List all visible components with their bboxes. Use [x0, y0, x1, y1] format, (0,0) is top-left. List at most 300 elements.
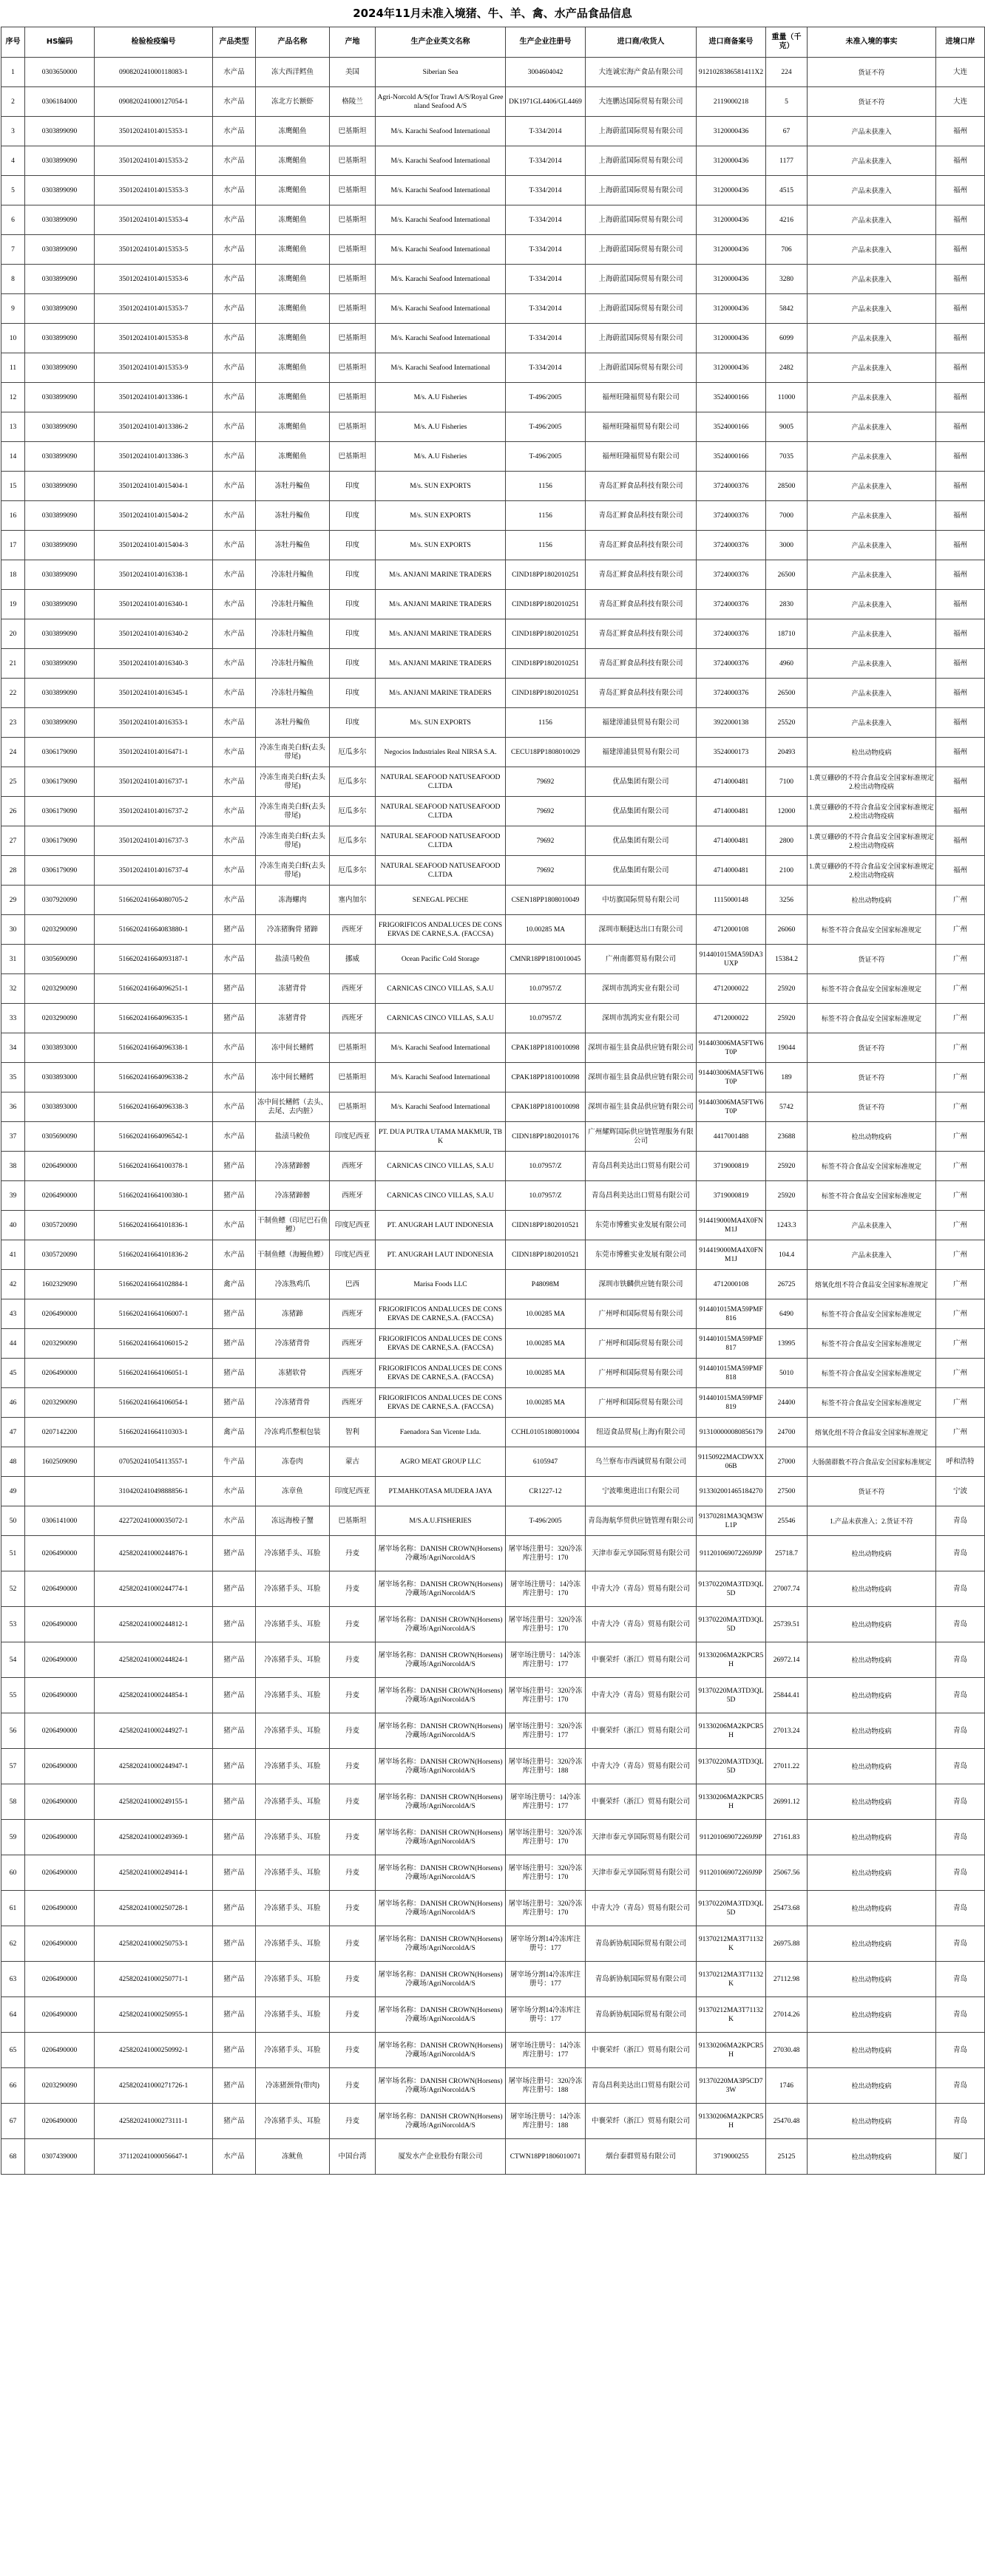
- cell-product-name: 冷冻猪背骨: [256, 1388, 330, 1418]
- cell-origin: 印度: [330, 560, 376, 590]
- cell-producer-reg: 屠宰场分割14冷冻库注册号：177: [506, 1926, 586, 1962]
- cell-inspection-no: 350120241014013386-3: [95, 442, 213, 472]
- cell-producer-name: M/s. A.U Fisheries: [376, 412, 506, 442]
- cell-producer-name: 屠宰场名称：DANISH CROWN(Horsens)冷藏场/AgriNorcoldA/S: [376, 1678, 506, 1713]
- cell-reason: 货证不符: [808, 1033, 936, 1063]
- cell-producer-name: NATURAL SEAFOOD NATUSEAFOOD C.LTDA: [376, 767, 506, 797]
- cell-producer-reg: 10.00285 MA: [506, 915, 586, 945]
- cell-importer: 纽迈食品贸易(上海)有限公司: [586, 1418, 697, 1447]
- cell-port: 福州: [936, 590, 985, 619]
- cell-index: 68: [1, 2139, 25, 2175]
- table-row: [1, 1152, 985, 1181]
- cell-product-type: 猪产品: [213, 1784, 256, 1820]
- cell-index: 13: [1, 412, 25, 442]
- cell-importer-no: 91370220MA3TD3QL5D: [697, 1607, 766, 1642]
- cell-hs-code: 0203290090: [25, 915, 95, 945]
- table-row: [1, 1033, 985, 1063]
- cell-importer-no: 2119000218: [697, 87, 766, 117]
- cell-producer-name: M/s. Karachi Seafood International: [376, 353, 506, 383]
- cell-product-type: 水产品: [213, 146, 256, 176]
- cell-inspection-no: 425820241000250955-1: [95, 1997, 213, 2033]
- cell-index: 6: [1, 205, 25, 235]
- cell-product-name: 冷冻生南美白虾(去头带尾): [256, 767, 330, 797]
- cell-port: 广州: [936, 1152, 985, 1181]
- cell-producer-name: M/s. SUN EXPORTS: [376, 501, 506, 531]
- cell-reason: 检出动物疫病: [808, 1784, 936, 1820]
- cell-importer-no: 91330206MA2KPCR5H: [697, 1713, 766, 1749]
- cell-product-name: 冷冻熟鸡爪: [256, 1270, 330, 1299]
- cell-index: 8: [1, 265, 25, 294]
- cell-product-type: 水产品: [213, 205, 256, 235]
- cell-importer-no: 914401015MA59PMF819: [697, 1388, 766, 1418]
- cell-producer-name: 屠宰场名称：DANISH CROWN(Horsens)冷藏场/AgriNorcoldA/S: [376, 1997, 506, 2033]
- cell-importer: 大连诚宏海产食品有限公司: [586, 58, 697, 87]
- cell-importer: 广州耀辉国际供应链管理服务有限公司: [586, 1122, 697, 1152]
- cell-product-type: 水产品: [213, 87, 256, 117]
- cell-origin: 厄瓜多尔: [330, 738, 376, 767]
- cell-producer-name: Negocios Industriales Real NIRSA S.A.: [376, 738, 506, 767]
- cell-product-name: 冷冻猪手头、耳脸: [256, 1713, 330, 1749]
- cell-port: 厦门: [936, 2139, 985, 2175]
- cell-hs-code: 0306179090: [25, 826, 95, 856]
- cell-weight: 23688: [766, 1122, 808, 1152]
- cell-producer-name: M/s. SUN EXPORTS: [376, 708, 506, 738]
- cell-hs-code: 0303899090: [25, 560, 95, 590]
- cell-producer-reg: 屠宰场注册号：320冷冻库注册号：170: [506, 1855, 586, 1891]
- cell-port: 福州: [936, 294, 985, 324]
- cell-reason: 检出动物疫病: [808, 1571, 936, 1607]
- col-header-importer-no: 进口商备案号: [697, 27, 766, 58]
- cell-product-name: 冻牡丹鳊鱼: [256, 531, 330, 560]
- document-title: 2024年11月未准入境猪、牛、羊、禽、水产品食品信息: [353, 7, 632, 20]
- cell-importer-no: 91370220MA3P5CD73W: [697, 2068, 766, 2104]
- cell-inspection-no: 350120241014015353-9: [95, 353, 213, 383]
- cell-weight: 2830: [766, 590, 808, 619]
- cell-index: 30: [1, 915, 25, 945]
- cell-reason: 标签不符合食品安全国家标准规定: [808, 1388, 936, 1418]
- cell-weight: 2482: [766, 353, 808, 383]
- cell-hs-code: 0303899090: [25, 501, 95, 531]
- cell-weight: 26500: [766, 560, 808, 590]
- cell-product-type: 猪产品: [213, 1299, 256, 1329]
- cell-inspection-no: 350120241014016340-1: [95, 590, 213, 619]
- cell-port: 宁波: [936, 1477, 985, 1506]
- cell-hs-code: 0203290090: [25, 974, 95, 1004]
- cell-port: 福州: [936, 797, 985, 826]
- cell-importer: 中襄荣纤（浙江）贸易有限公司: [586, 2104, 697, 2139]
- cell-hs-code: 0207142200: [25, 1418, 95, 1447]
- col-header-weight: 重量（千克）: [766, 27, 808, 58]
- cell-weight: 19044: [766, 1033, 808, 1063]
- cell-producer-name: 屠宰场名称：DANISH CROWN(Horsens)冷藏场/AgriNorcoldA/S: [376, 1536, 506, 1571]
- cell-importer: 福建漳浦县贸易有限公司: [586, 708, 697, 738]
- table-row: [1, 324, 985, 353]
- cell-port: 广州: [936, 886, 985, 915]
- cell-product-name: 冷冻猪手头、耳脸: [256, 1536, 330, 1571]
- cell-inspection-no: 350120241014016340-2: [95, 619, 213, 649]
- cell-hs-code: 0303899090: [25, 708, 95, 738]
- cell-product-type: 猪产品: [213, 1181, 256, 1211]
- cell-port: 福州: [936, 412, 985, 442]
- table-row: [1, 353, 985, 383]
- cell-product-name: 冻北方长额虾: [256, 87, 330, 117]
- cell-hs-code: 0305690090: [25, 1122, 95, 1152]
- cell-importer-no: 914401015MA59PMF818: [697, 1359, 766, 1388]
- cell-hs-code: 0303899090: [25, 117, 95, 146]
- cell-hs-code: 1602329090: [25, 1270, 95, 1299]
- cell-producer-name: M/s. Karachi Seafood International: [376, 324, 506, 353]
- cell-importer-no: 1115000148: [697, 886, 766, 915]
- cell-origin: 巴基斯坦: [330, 1092, 376, 1122]
- cell-weight: 3280: [766, 265, 808, 294]
- cell-importer-no: 914401015MA59PMF816: [697, 1299, 766, 1329]
- table-row: [1, 1749, 985, 1784]
- cell-importer-no: 3724000376: [697, 472, 766, 501]
- cell-producer-reg: T-334/2014: [506, 146, 586, 176]
- cell-weight: 5010: [766, 1359, 808, 1388]
- table-row: [1, 1571, 985, 1607]
- cell-importer-no: 3724000376: [697, 649, 766, 679]
- cell-origin: 丹麦: [330, 1891, 376, 1926]
- cell-producer-name: PT. ANUGRAH LAUT INDONESIA: [376, 1211, 506, 1240]
- cell-importer-no: 3120000436: [697, 146, 766, 176]
- cell-importer-no: 3922000138: [697, 708, 766, 738]
- cell-importer-no: 913100000080856179: [697, 1418, 766, 1447]
- cell-producer-reg: T-334/2014: [506, 324, 586, 353]
- cell-hs-code: 0206490000: [25, 1891, 95, 1926]
- cell-product-type: 水产品: [213, 1477, 256, 1506]
- cell-weight: 27030.48: [766, 2033, 808, 2068]
- cell-port: 青岛: [936, 1962, 985, 1997]
- cell-product-name: 冷冻猪手头、耳脸: [256, 1784, 330, 1820]
- cell-importer-no: 911201069072269J9P: [697, 1536, 766, 1571]
- cell-importer-no: 91330206MA2KPCR5H: [697, 1642, 766, 1678]
- cell-index: 52: [1, 1571, 25, 1607]
- cell-weight: 27161.83: [766, 1820, 808, 1855]
- cell-product-type: 猪产品: [213, 1962, 256, 1997]
- cell-producer-reg: 屠宰场注册号：320冷冻库注册号：188: [506, 2068, 586, 2104]
- cell-importer-no: 4712000022: [697, 1004, 766, 1033]
- cell-origin: 丹麦: [330, 1820, 376, 1855]
- cell-index: 7: [1, 235, 25, 265]
- cell-reason: 产品未获准入: [808, 560, 936, 590]
- cell-producer-reg: 10.07957/Z: [506, 974, 586, 1004]
- cell-port: 青岛: [936, 1891, 985, 1926]
- cell-hs-code: 0303899090: [25, 649, 95, 679]
- cell-importer-no: 914403006MA5FTW6T0P: [697, 1033, 766, 1063]
- cell-index: 14: [1, 442, 25, 472]
- cell-index: 19: [1, 590, 25, 619]
- cell-importer: 中襄荣纤（浙江）贸易有限公司: [586, 1784, 697, 1820]
- cell-product-type: 水产品: [213, 472, 256, 501]
- table-row: [1, 501, 985, 531]
- cell-producer-reg: CR1227-12: [506, 1477, 586, 1506]
- cell-inspection-no: 425820241000244927-1: [95, 1713, 213, 1749]
- cell-index: 43: [1, 1299, 25, 1329]
- cell-producer-reg: CMNR18PP1810010045: [506, 945, 586, 974]
- cell-product-type: 猪产品: [213, 1997, 256, 2033]
- cell-importer-no: 4714000481: [697, 826, 766, 856]
- cell-importer-no: 4712000108: [697, 1270, 766, 1299]
- table-row: [1, 87, 985, 117]
- cell-producer-reg: 屠宰场分割14冷冻库注册号：177: [506, 1962, 586, 1997]
- cell-product-name: 冷冻猪手头、耳脸: [256, 1891, 330, 1926]
- cell-inspection-no: 350120241014015404-3: [95, 531, 213, 560]
- cell-product-type: 猪产品: [213, 1329, 256, 1359]
- cell-index: 36: [1, 1092, 25, 1122]
- cell-product-type: 水产品: [213, 826, 256, 856]
- cell-port: 青岛: [936, 2104, 985, 2139]
- table-row: [1, 1536, 985, 1571]
- cell-port: 青岛: [936, 1713, 985, 1749]
- cell-producer-reg: 79692: [506, 826, 586, 856]
- cell-producer-reg: CCHL01051808010004: [506, 1418, 586, 1447]
- cell-index: 34: [1, 1033, 25, 1063]
- cell-inspection-no: 425820241000250753-1: [95, 1926, 213, 1962]
- cell-product-name: 冷冻猪手头、耳脸: [256, 1571, 330, 1607]
- table-row: [1, 176, 985, 205]
- cell-importer-no: 4714000481: [697, 767, 766, 797]
- table-row: [1, 915, 985, 945]
- table-row: [1, 1784, 985, 1820]
- cell-index: 46: [1, 1388, 25, 1418]
- cell-origin: 厄瓜多尔: [330, 767, 376, 797]
- cell-importer-no: 3120000436: [697, 353, 766, 383]
- cell-weight: 27000: [766, 1447, 808, 1477]
- cell-producer-reg: T-496/2005: [506, 1506, 586, 1536]
- cell-index: 58: [1, 1784, 25, 1820]
- cell-importer: 乌兰察布市西诚贸易有限公司: [586, 1447, 697, 1477]
- table-row: [1, 1359, 985, 1388]
- cell-producer-reg: 79692: [506, 797, 586, 826]
- cell-origin: 印度尼西亚: [330, 1211, 376, 1240]
- cell-weight: 7000: [766, 501, 808, 531]
- cell-producer-name: 屠宰场名称：DANISH CROWN(Horsens)冷藏场/AgriNorcoldA/S: [376, 1749, 506, 1784]
- cell-origin: 巴基斯坦: [330, 442, 376, 472]
- cell-reason: 标签不符合食品安全国家标准规定: [808, 1299, 936, 1329]
- cell-port: 福州: [936, 146, 985, 176]
- cell-weight: 2100: [766, 856, 808, 886]
- cell-importer-no: 3524000166: [697, 412, 766, 442]
- cell-producer-name: NATURAL SEAFOOD NATUSEAFOOD C.LTDA: [376, 856, 506, 886]
- cell-weight: 9005: [766, 412, 808, 442]
- cell-inspection-no: 516620241664096338-1: [95, 1033, 213, 1063]
- cell-producer-name: FRIGORIFICOS ANDALUCES DE CONSERVAS DE CARNE,S.A. (FACCSA): [376, 1388, 506, 1418]
- cell-port: 青岛: [936, 1926, 985, 1962]
- cell-reason: 货证不符: [808, 1477, 936, 1506]
- cell-importer: 中青大冷（青岛）贸易有限公司: [586, 1607, 697, 1642]
- cell-inspection-no: 425820241000244774-1: [95, 1571, 213, 1607]
- cell-importer: 中襄荣纤（浙江）贸易有限公司: [586, 1713, 697, 1749]
- cell-weight: 25520: [766, 708, 808, 738]
- cell-inspection-no: 350120241014016353-1: [95, 708, 213, 738]
- table-row: [1, 1270, 985, 1299]
- cell-hs-code: 1602509090: [25, 1447, 95, 1477]
- cell-inspection-no: 516620241664100380-1: [95, 1181, 213, 1211]
- col-header-producer-name: 生产企业英文名称: [376, 27, 506, 58]
- table-row: [1, 2139, 985, 2175]
- cell-weight: 25739.51: [766, 1607, 808, 1642]
- cell-producer-reg: T-334/2014: [506, 117, 586, 146]
- cell-producer-name: NATURAL SEAFOOD NATUSEAFOOD C.LTDA: [376, 826, 506, 856]
- cell-reason: 产品未获准入: [808, 235, 936, 265]
- cell-hs-code: 0306141000: [25, 1506, 95, 1536]
- table-row: [1, 560, 985, 590]
- cell-producer-reg: 屠宰场注册号：320冷冻库注册号：170: [506, 1891, 586, 1926]
- cell-product-name: 冷冻猪手头、耳脸: [256, 2033, 330, 2068]
- cell-producer-reg: T-334/2014: [506, 235, 586, 265]
- cell-producer-reg: 屠宰场注册号：14冷冻库注册号：177: [506, 1642, 586, 1678]
- cell-importer-no: 9121028386581411X2: [697, 58, 766, 87]
- cell-importer: 青岛汇鲜食品科技有限公司: [586, 590, 697, 619]
- cell-producer-reg: 79692: [506, 767, 586, 797]
- cell-importer: 深圳市福生县食品供应链有限公司: [586, 1033, 697, 1063]
- cell-origin: 塞内加尔: [330, 886, 376, 915]
- cell-hs-code: 0203290090: [25, 1004, 95, 1033]
- cell-product-type: 猪产品: [213, 1926, 256, 1962]
- cell-hs-code: 0306179090: [25, 767, 95, 797]
- cell-inspection-no: 350120241014016345-1: [95, 679, 213, 708]
- cell-producer-name: NATURAL SEAFOOD NATUSEAFOOD C.LTDA: [376, 797, 506, 826]
- cell-inspection-no: 350120241014015353-4: [95, 205, 213, 235]
- cell-importer-no: 3524000166: [697, 442, 766, 472]
- cell-index: 28: [1, 856, 25, 886]
- cell-hs-code: 0306179090: [25, 738, 95, 767]
- cell-port: 福州: [936, 826, 985, 856]
- cell-port: 福州: [936, 442, 985, 472]
- cell-producer-name: M/s. ANJANI MARINE TRADERS: [376, 679, 506, 708]
- cell-producer-name: 屠宰场名称：DANISH CROWN(Horsens)冷藏场/AgriNorcoldA/S: [376, 2068, 506, 2104]
- cell-inspection-no: 371120241000056647-1: [95, 2139, 213, 2175]
- cell-weight: 4515: [766, 176, 808, 205]
- cell-origin: 西班牙: [330, 1329, 376, 1359]
- cell-product-name: 冷冻猪手头、耳脸: [256, 1607, 330, 1642]
- cell-importer-no: 4712000108: [697, 915, 766, 945]
- cell-port: 福州: [936, 501, 985, 531]
- cell-product-type: 猪产品: [213, 1713, 256, 1749]
- cell-reason: 产品未获准入: [808, 649, 936, 679]
- cell-importer: 优品集团有限公司: [586, 856, 697, 886]
- cell-inspection-no: 350120241014016340-3: [95, 649, 213, 679]
- cell-inspection-no: 425820241000244876-1: [95, 1536, 213, 1571]
- cell-index: 3: [1, 117, 25, 146]
- cell-importer: 青岛汇鲜食品科技有限公司: [586, 649, 697, 679]
- cell-producer-name: 屠宰场名称：DANISH CROWN(Horsens)冷藏场/AgriNorcoldA/S: [376, 1607, 506, 1642]
- cell-producer-reg: CIDN18PP1802010176: [506, 1122, 586, 1152]
- cell-origin: 西班牙: [330, 915, 376, 945]
- table-row: [1, 886, 985, 915]
- cell-origin: 西班牙: [330, 1359, 376, 1388]
- cell-producer-name: 厦发水产企业股份有限公司: [376, 2139, 506, 2175]
- cell-producer-name: 屠宰场名称：DANISH CROWN(Horsens)冷藏场/AgriNorcoldA/S: [376, 1571, 506, 1607]
- cell-index: 21: [1, 649, 25, 679]
- cell-product-type: 水产品: [213, 560, 256, 590]
- cell-weight: 25473.68: [766, 1891, 808, 1926]
- cell-hs-code: 0206490000: [25, 1571, 95, 1607]
- cell-hs-code: 0203290090: [25, 1388, 95, 1418]
- cell-producer-name: Faenadora San Vicente Ltda.: [376, 1418, 506, 1447]
- cell-port: 广州: [936, 915, 985, 945]
- cell-weight: 189: [766, 1063, 808, 1092]
- cell-port: 福州: [936, 767, 985, 797]
- cell-product-name: 冻中间长鳍鳕: [256, 1063, 330, 1092]
- cell-weight: 26725: [766, 1270, 808, 1299]
- cell-hs-code: 0305690090: [25, 945, 95, 974]
- cell-importer-no: 3719000255: [697, 2139, 766, 2175]
- cell-importer-no: 4417001488: [697, 1122, 766, 1152]
- cell-origin: 巴基斯坦: [330, 176, 376, 205]
- cell-index: 64: [1, 1997, 25, 2033]
- cell-inspection-no: 516620241664096542-1: [95, 1122, 213, 1152]
- cell-product-name: 冻鹰鲳鱼: [256, 324, 330, 353]
- cell-hs-code: 0303893000: [25, 1063, 95, 1092]
- cell-origin: 巴基斯坦: [330, 265, 376, 294]
- cell-producer-reg: CIDN18PP1802010521: [506, 1211, 586, 1240]
- cell-index: 2: [1, 87, 25, 117]
- cell-port: 福州: [936, 738, 985, 767]
- cell-reason: 标签不符合食品安全国家标准规定: [808, 974, 936, 1004]
- table-row: [1, 472, 985, 501]
- cell-index: 56: [1, 1713, 25, 1749]
- table-row: [1, 1063, 985, 1092]
- cell-weight: 5742: [766, 1092, 808, 1122]
- table-row: [1, 1926, 985, 1962]
- cell-index: 18: [1, 560, 25, 590]
- cell-origin: 美国: [330, 58, 376, 87]
- cell-origin: 巴基斯坦: [330, 1033, 376, 1063]
- cell-origin: 丹麦: [330, 1997, 376, 2033]
- cell-inspection-no: 516620241664096251-1: [95, 974, 213, 1004]
- cell-importer-no: 3524000173: [697, 738, 766, 767]
- cell-producer-reg: T-334/2014: [506, 294, 586, 324]
- cell-producer-name: M/s. A.U Fisheries: [376, 383, 506, 412]
- cell-weight: 11000: [766, 383, 808, 412]
- cell-origin: 丹麦: [330, 1962, 376, 1997]
- cell-origin: 厄瓜多尔: [330, 856, 376, 886]
- cell-importer: 上海蔚蓝国际贸易有限公司: [586, 235, 697, 265]
- cell-reason: 产品未获准入: [808, 265, 936, 294]
- cell-importer: 中坊旗国际贸易有限公司: [586, 886, 697, 915]
- col-header-importer: 进口商/收货人: [586, 27, 697, 58]
- cell-weight: 27011.22: [766, 1749, 808, 1784]
- cell-inspection-no: 350120241014015404-1: [95, 472, 213, 501]
- cell-weight: 25844.41: [766, 1678, 808, 1713]
- cell-importer-no: 914401015MA59PMF817: [697, 1329, 766, 1359]
- cell-importer: 青岛汇鲜食品科技有限公司: [586, 679, 697, 708]
- cell-index: 5: [1, 176, 25, 205]
- cell-hs-code: 0306179090: [25, 856, 95, 886]
- col-header-inspection-no: 检验检疫编号: [95, 27, 213, 58]
- cell-product-name: 冷冻猪蹄髈: [256, 1181, 330, 1211]
- cell-weight: 24400: [766, 1388, 808, 1418]
- cell-producer-reg: 1156: [506, 472, 586, 501]
- table-row: [1, 1607, 985, 1642]
- cell-index: 29: [1, 886, 25, 915]
- cell-index: 49: [1, 1477, 25, 1506]
- table-row: [1, 1122, 985, 1152]
- col-header-reason: 未准入境的事实: [808, 27, 936, 58]
- cell-weight: 706: [766, 235, 808, 265]
- cell-producer-name: 屠宰场名称：DANISH CROWN(Horsens)冷藏场/AgriNorcoldA/S: [376, 2104, 506, 2139]
- cell-reason: 标签不符合食品安全国家标准规定: [808, 1181, 936, 1211]
- table-row: [1, 1997, 985, 2033]
- cell-port: 福州: [936, 560, 985, 590]
- table-row: [1, 1713, 985, 1749]
- cell-product-name: 冻猪背骨: [256, 974, 330, 1004]
- cell-product-name: 冷冻牡丹鳊鱼: [256, 590, 330, 619]
- cell-hs-code: 0303893000: [25, 1092, 95, 1122]
- cell-index: 23: [1, 708, 25, 738]
